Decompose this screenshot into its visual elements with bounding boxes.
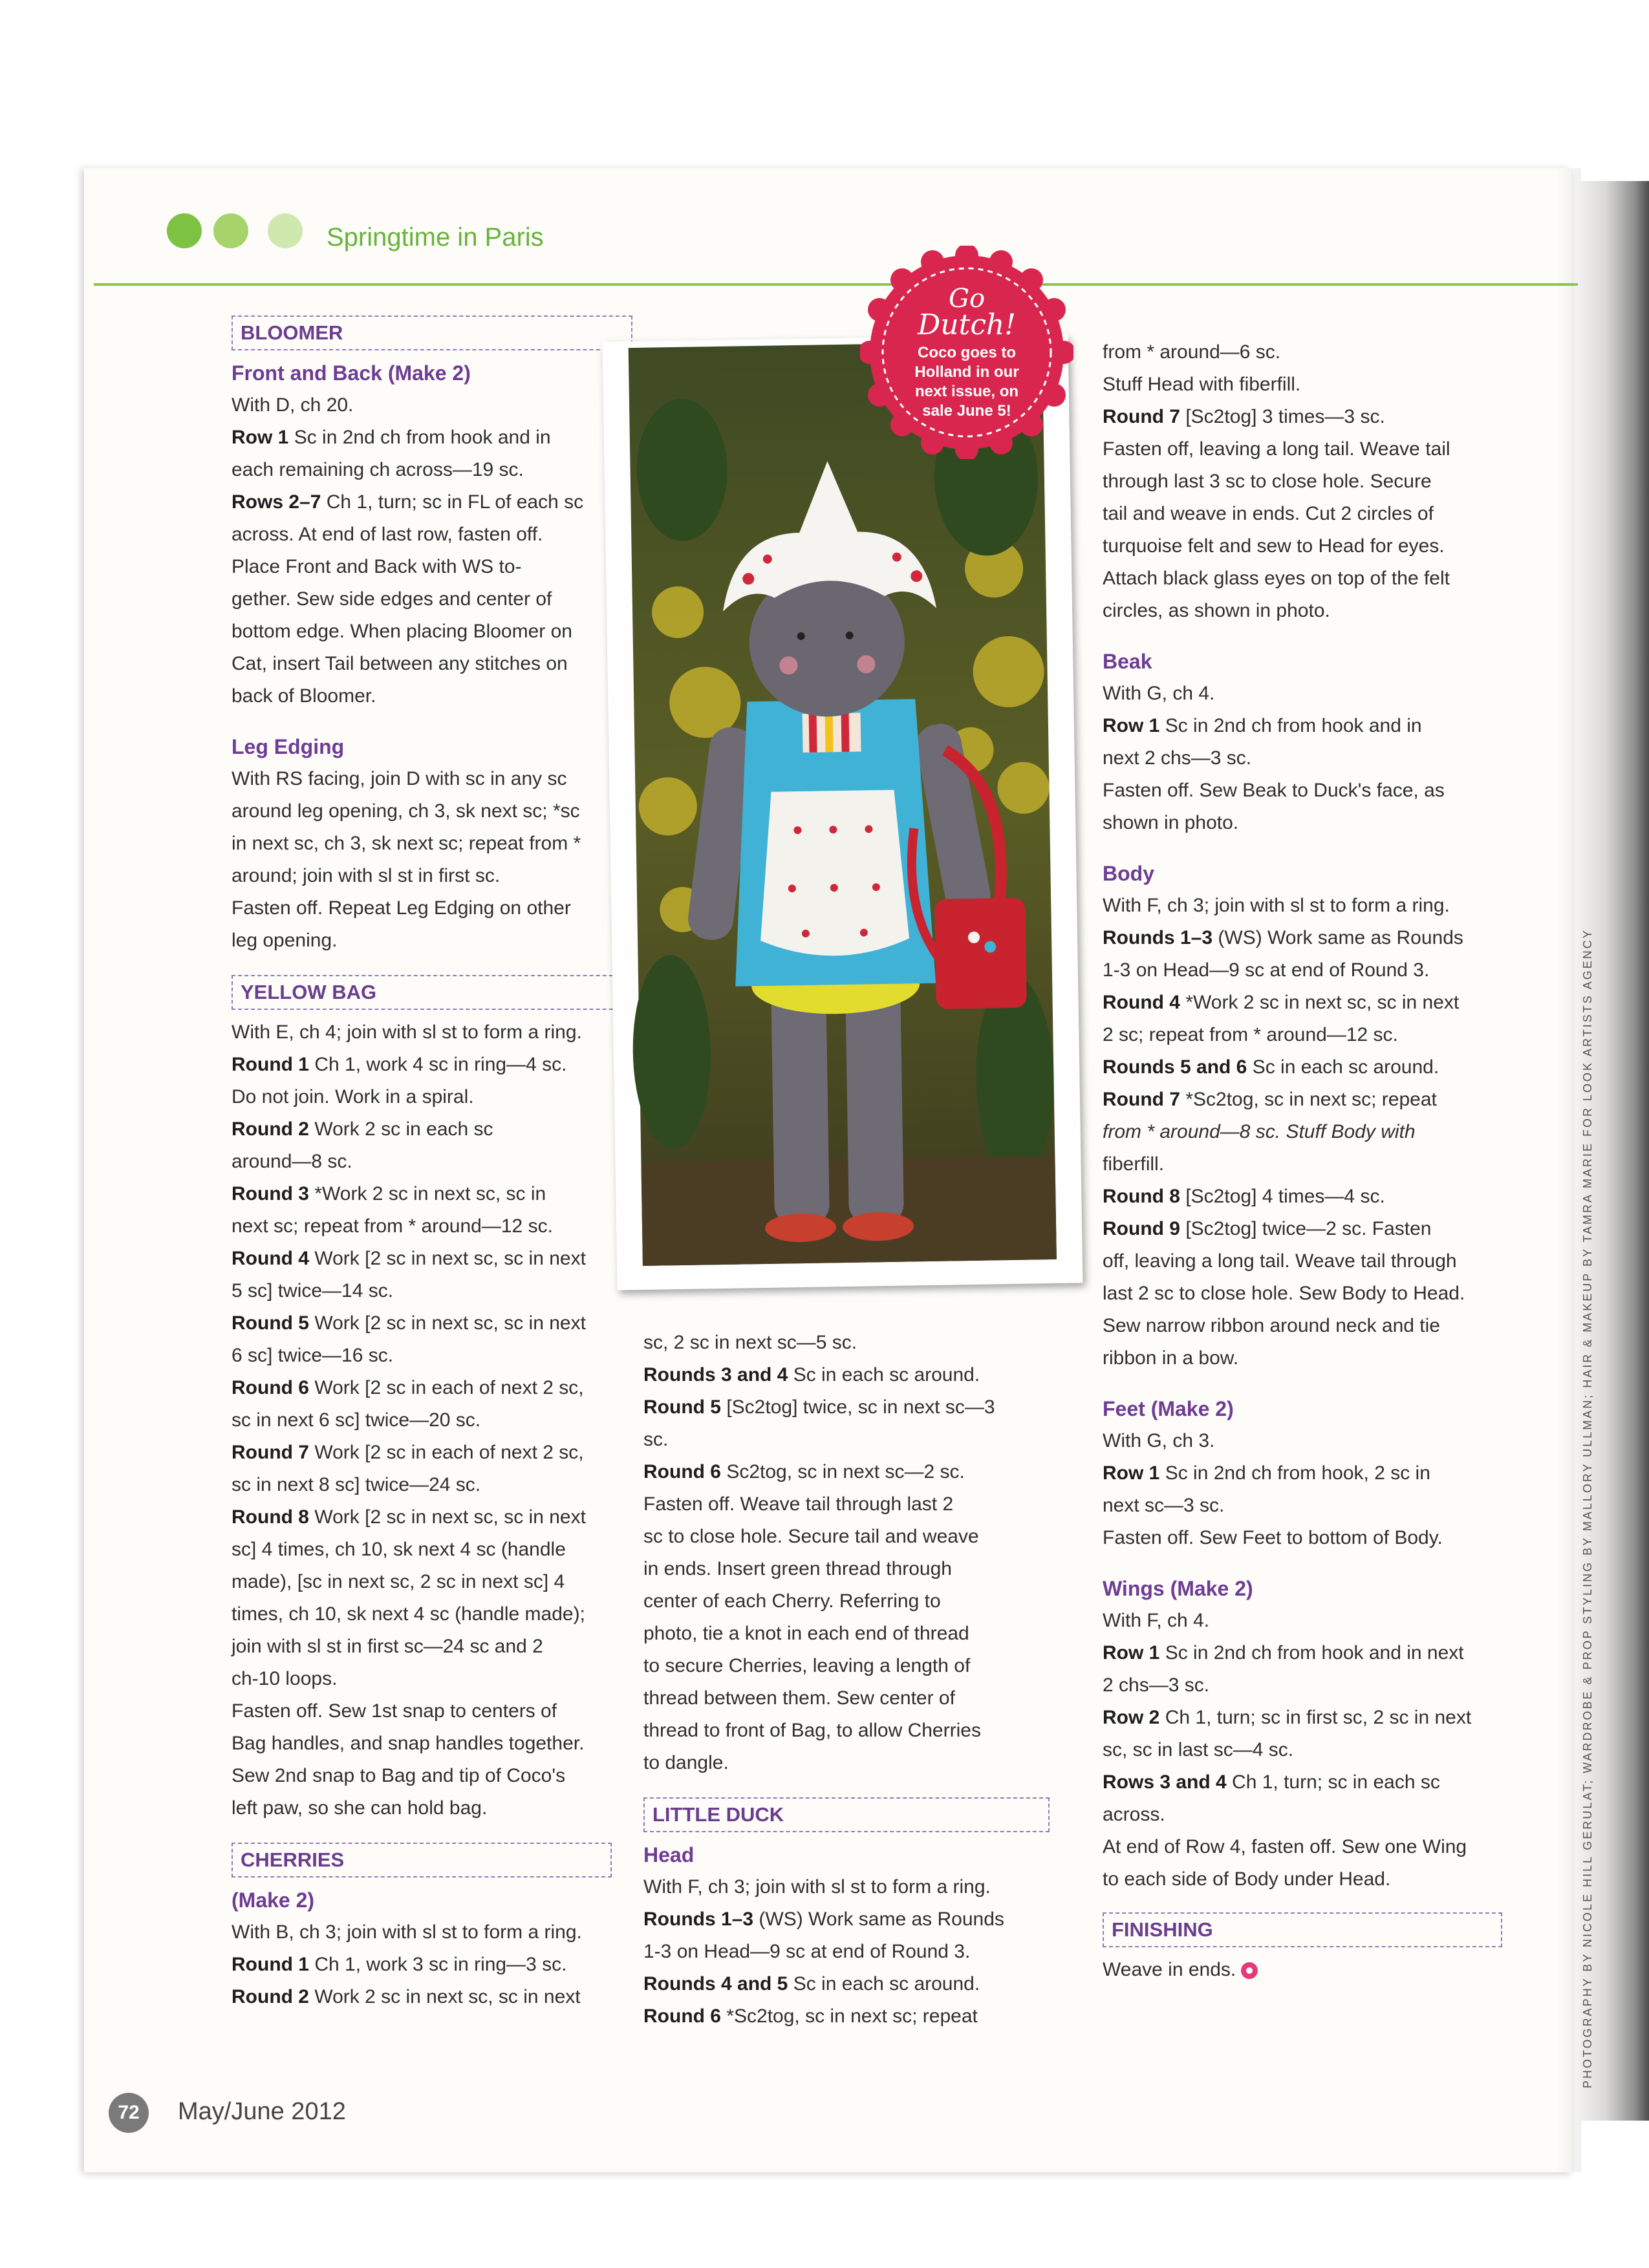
text-line: to secure Cherries, leaving a length of xyxy=(643,1655,971,1676)
badge-line-4: sale June 5! xyxy=(922,402,1011,420)
text-line: Rounds 5 and 6 Sc in each sc around. xyxy=(1103,1056,1439,1078)
text-line: With F, ch 4. xyxy=(1103,1610,1210,1631)
column-2 xyxy=(643,1327,1057,2033)
text-line: Fasten off. Sew Feet to bottom of Body. xyxy=(1103,1527,1443,1548)
text-line: With F, ch 3; join with sl st to form a ring. xyxy=(1103,895,1450,916)
text-line: 2 sc; repeat from * around—12 sc. xyxy=(1103,1024,1398,1045)
text-line: bottom edge. When placing Bloomer on xyxy=(232,621,572,642)
text-line: Row 1 Sc in 2nd ch from hook, 2 sc in xyxy=(1103,1462,1430,1484)
text-line: 6 sc] twice—16 sc. xyxy=(232,1345,394,1366)
text-line: join with sl st in first sc—24 sc and 2 xyxy=(232,1636,543,1657)
end-mark-icon xyxy=(1241,1962,1258,1979)
text-line: At end of Row 4, fasten off. Sew one Wing xyxy=(1103,1836,1467,1857)
text-line: sc. xyxy=(643,1429,669,1450)
column-1 xyxy=(232,310,620,2013)
badge-line-3: next issue, on xyxy=(914,383,1019,400)
text-line: 1-3 on Head—9 sc at end of Round 3. xyxy=(1103,959,1430,981)
text-line: Row 2 Ch 1, turn; sc in first sc, 2 sc in next xyxy=(1103,1707,1472,1728)
text-line: Rows 2–7 Ch 1, turn; sc in FL of each sc xyxy=(232,491,584,513)
text-line: Round 8 Work [2 sc in next sc, sc in next xyxy=(232,1506,586,1528)
text-line: across. At end of last row, fasten off. xyxy=(232,524,543,545)
text-line: Sew narrow ribbon around neck and tie xyxy=(1103,1315,1440,1336)
text-line: gether. Sew side edges and center of xyxy=(232,588,552,610)
text-line: from * around—8 sc. Stuff Body with xyxy=(1103,1121,1416,1142)
text-line: in ends. Insert green thread through xyxy=(643,1558,952,1579)
text-line: With E, ch 4; join with sl st to form a ring. xyxy=(232,1022,582,1043)
text-line: With G, ch 3. xyxy=(1103,1430,1215,1451)
text-line: Attach black glass eyes on top of the felt xyxy=(1103,568,1450,589)
header-dot-3 xyxy=(268,213,303,248)
text-line: Round 5 Work [2 sc in next sc, sc in next xyxy=(232,1312,586,1334)
finishing-heading-box: FINISHING xyxy=(1103,1912,1502,1947)
crochet-cat-doll-image xyxy=(603,334,1083,1290)
text-line: Round 7 [Sc2tog] 3 times—3 sc. xyxy=(1103,406,1385,427)
header-rule xyxy=(94,283,1578,286)
text-line: 1-3 on Head—9 sc at end of Round 3. xyxy=(643,1941,971,1962)
text-line: Round 9 [Sc2tog] twice—2 sc. Fasten xyxy=(1103,1218,1432,1239)
text-line: Do not join. Work in a spiral. xyxy=(232,1086,474,1107)
badge-line-1: Coco goes to xyxy=(917,344,1017,361)
text-line: Round 6 Sc2tog, sc in next sc—2 sc. xyxy=(643,1461,965,1482)
text-line: sc] 4 times, ch 10, sk next 4 sc (handle xyxy=(232,1539,566,1560)
section-title: Springtime in Paris xyxy=(327,223,544,251)
text-line: thread between them. Sew center of xyxy=(643,1687,955,1709)
text-line: Bag handles, and snap handles together. xyxy=(232,1733,585,1754)
page-curve-shadow xyxy=(1555,168,1581,2172)
cherries-make-2: (Make 2) xyxy=(232,1888,315,1912)
doll-photo xyxy=(603,334,1083,1290)
front-back-heading: Front and Back (Make 2) xyxy=(232,361,471,385)
text-line: Round 7 *Sc2tog, sc in next sc; repeat xyxy=(1103,1089,1437,1110)
text-line: back of Bloomer. xyxy=(232,685,376,707)
text-line: Round 4 Work [2 sc in next sc, sc in next xyxy=(232,1248,586,1269)
text-line: tail and weave in ends. Cut 2 circles of xyxy=(1103,503,1434,524)
text-line: fiberfill. xyxy=(1103,1153,1165,1175)
text-line: thread to front of Bag, to allow Cherries xyxy=(643,1720,981,1741)
cherries-heading-box: CHERRIES xyxy=(232,1843,612,1878)
text-line: With RS facing, join D with sc in any sc xyxy=(232,768,567,789)
text-line: Fasten off. Weave tail through last 2 xyxy=(643,1493,954,1515)
column-3 xyxy=(1103,336,1516,1986)
text-line: shown in photo. xyxy=(1103,812,1239,833)
text-line: Weave in ends. xyxy=(1103,1954,1516,1986)
text-line: 5 sc] twice—14 sc. xyxy=(232,1280,394,1301)
text-line: made), [sc in next sc, 2 sc in next sc] 4 xyxy=(232,1571,565,1592)
text-line: Round 2 Work 2 sc in next sc, sc in next xyxy=(232,1986,581,2007)
text-line: Round 5 [Sc2tog] twice, sc in next sc—3 xyxy=(643,1396,995,1418)
text-line: Round 1 Ch 1, work 3 sc in ring—3 sc. xyxy=(232,1954,567,1975)
text-line: Fasten off, leaving a long tail. Weave tail xyxy=(1103,438,1450,460)
text-line: through last 3 sc to close hole. Secure xyxy=(1103,471,1432,492)
text-line: Round 2 Work 2 sc in each sc xyxy=(232,1118,493,1140)
text-line: next sc; repeat from * around—12 sc. xyxy=(232,1215,553,1237)
text-line: ch-10 loops. xyxy=(232,1668,338,1689)
text-line: Round 7 Work [2 sc in each of next 2 sc, xyxy=(232,1442,584,1463)
header-dot-1 xyxy=(167,213,202,248)
text-line: last 2 sc to close hole. Sew Body to Head. xyxy=(1103,1283,1465,1304)
text-line: around; join with sl st in first sc. xyxy=(232,865,501,886)
text-line: Round 3 *Work 2 sc in next sc, sc in xyxy=(232,1183,546,1204)
text-line: Row 1 Sc in 2nd ch from hook and in xyxy=(1103,715,1422,736)
text-line: around leg opening, ch 3, sk next sc; *sc xyxy=(232,800,580,822)
go-dutch-badge xyxy=(860,246,1073,459)
text-line: Rounds 1–3 (WS) Work same as Rounds xyxy=(643,1909,1004,1930)
text-line: Round 1 Ch 1, work 4 sc in ring—4 sc. xyxy=(232,1054,567,1075)
text-line: Row 1 Sc in 2nd ch from hook and in next xyxy=(1103,1642,1464,1664)
text-line: Place Front and Back with WS to- xyxy=(232,556,522,577)
badge-dutch: Dutch! xyxy=(918,308,1016,341)
header-dot-2 xyxy=(213,213,248,248)
bloomer-heading-box: BLOOMER xyxy=(232,316,632,350)
text-line: With D, ch 20. xyxy=(232,394,354,416)
text-line: circles, as shown in photo. xyxy=(1103,600,1330,621)
text-line: sc, sc in last sc—4 sc. xyxy=(1103,1739,1294,1760)
text-line: Fasten off. Sew 1st snap to centers of xyxy=(232,1700,557,1722)
text-line: photo, tie a knot in each end of thread xyxy=(643,1623,969,1644)
text-line: 2 chs—3 sc. xyxy=(1103,1674,1210,1696)
text-line: sc in next 8 sc] twice—24 sc. xyxy=(232,1474,481,1495)
text-line: Round 8 [Sc2tog] 4 times—4 sc. xyxy=(1103,1186,1385,1207)
text-line: left paw, so she can hold bag. xyxy=(232,1797,488,1819)
text-line: Round 6 Work [2 sc in each of next 2 sc, xyxy=(232,1377,584,1398)
text-line: sc in next 6 sc] twice—20 sc. xyxy=(232,1409,481,1431)
text-line: to dangle. xyxy=(643,1752,729,1773)
text-line: turquoise felt and sew to Head for eyes. xyxy=(1103,535,1445,557)
text-line: Rounds 3 and 4 Sc in each sc around. xyxy=(643,1364,980,1385)
leg-edging-heading: Leg Edging xyxy=(232,735,345,758)
text-line: leg opening. xyxy=(232,930,338,951)
text-line: around—8 sc. xyxy=(232,1151,352,1172)
body-heading: Body xyxy=(1103,862,1154,885)
text-line: Rows 3 and 4 Ch 1, turn; sc in each sc xyxy=(1103,1771,1440,1793)
text-line: next sc—3 sc. xyxy=(1103,1495,1225,1516)
text-line: sc, 2 sc in next sc—5 sc. xyxy=(643,1332,857,1353)
text-line: Round 6 *Sc2tog, sc in next sc; repeat xyxy=(643,2006,978,2027)
text-line: to each side of Body under Head. xyxy=(1103,1868,1391,1890)
text-line: With G, ch 4. xyxy=(1103,683,1215,704)
yellow-bag-heading-box: YELLOW BAG xyxy=(232,975,632,1010)
issue-date: May/June 2012 xyxy=(178,2098,346,2125)
head-heading: Head xyxy=(643,1843,695,1867)
text-line: ribbon in a bow. xyxy=(1103,1347,1239,1369)
text-line: sc to close hole. Secure tail and weave xyxy=(643,1526,979,1547)
text-line: times, ch 10, sk next 4 sc (handle made); xyxy=(232,1603,585,1625)
text-line: center of each Cherry. Referring to xyxy=(643,1590,941,1612)
wings-heading: Wings (Make 2) xyxy=(1103,1577,1253,1600)
text-line: Row 1 Sc in 2nd ch from hook and in xyxy=(232,427,551,448)
photo-credit: PHOTOGRAPHY BY NICOLE HILL GERULAT; WARDROBE & PROP STYLING BY MALLORY ULLMAN; HAIR & MAKEUP BY TAMRA MARIE FOR LOOK ARTISTS AGENCY xyxy=(1581,928,1594,2088)
badge-line-2: Holland in our xyxy=(914,363,1019,381)
text-line: With B, ch 3; join with sl st to form a ring. xyxy=(232,1921,582,1943)
text-line: Rounds 1–3 (WS) Work same as Rounds xyxy=(1103,927,1463,948)
text-line: Fasten off. Repeat Leg Edging on other xyxy=(232,897,571,919)
text-line: Sew 2nd snap to Bag and tip of Coco's xyxy=(232,1765,566,1786)
page-number: 72 xyxy=(109,2093,149,2133)
text-line: Rounds 4 and 5 Sc in each sc around. xyxy=(643,1973,980,1995)
badge-go: Go xyxy=(948,284,986,314)
text-line: Cat, insert Tail between any stitches on xyxy=(232,653,568,674)
text-line: across. xyxy=(1103,1804,1165,1825)
text-line: off, leaving a long tail. Weave tail through xyxy=(1103,1250,1457,1272)
text-line: each remaining ch across—19 sc. xyxy=(232,459,524,480)
text-line: With F, ch 3; join with sl st to form a ring. xyxy=(643,1876,991,1898)
beak-heading: Beak xyxy=(1103,650,1152,673)
little-duck-heading-box: LITTLE DUCK xyxy=(643,1797,1050,1832)
text-line: next 2 chs—3 sc. xyxy=(1103,747,1252,769)
feet-heading: Feet (Make 2) xyxy=(1103,1397,1234,1420)
text-line: Fasten off. Sew Beak to Duck's face, as xyxy=(1103,780,1445,801)
text-line: in next sc, ch 3, sk next sc; repeat from * xyxy=(232,833,581,854)
text-line: from * around—6 sc. xyxy=(1103,341,1281,363)
text-line: Stuff Head with fiberfill. xyxy=(1103,374,1301,395)
text-line: Round 4 *Work 2 sc in next sc, sc in next xyxy=(1103,992,1460,1013)
